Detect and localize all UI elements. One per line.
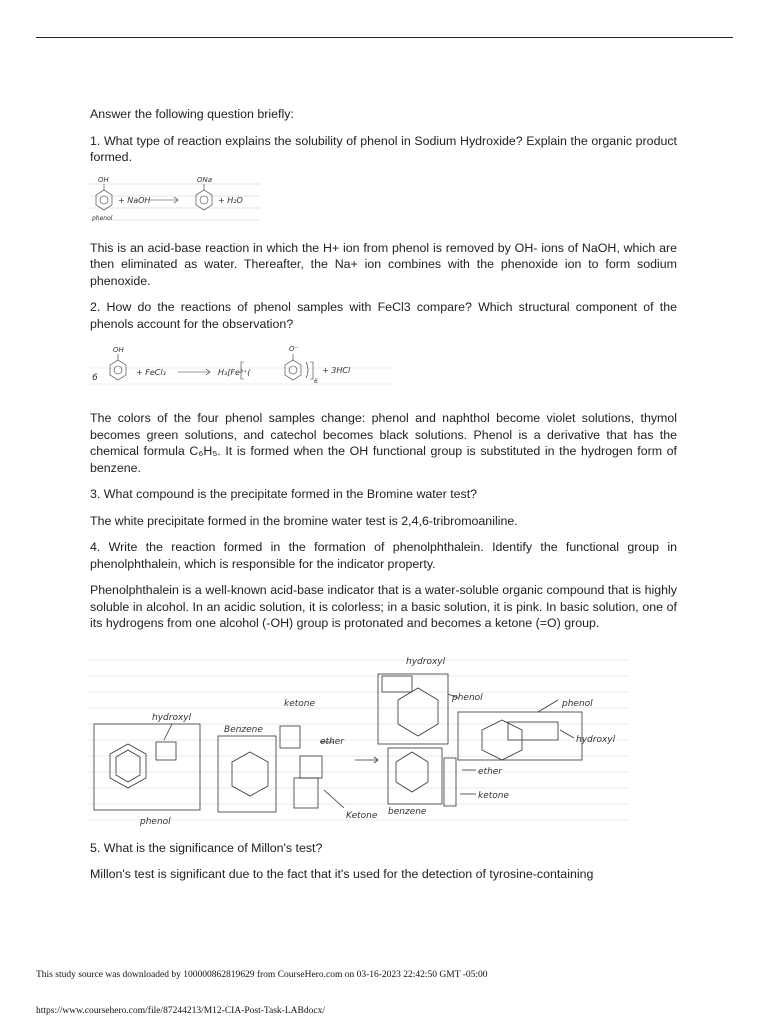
phenolphthalein-sketch: [88, 648, 675, 828]
complex-label: H₃[Fe³⁺(: [218, 368, 251, 377]
o-minus-label: O⁻: [289, 345, 299, 353]
subscript-six: 6: [314, 378, 318, 385]
oh-label: OH: [98, 175, 109, 184]
question-5: 5. What is the significance of Millon's test?: [90, 840, 323, 855]
question-1: 1. What type of reaction explains the solubility of phenol in Sodium Hydroxide? Explain the organic product formed.: [90, 133, 677, 164]
hydroxyl-label-3: hydroxyl: [576, 734, 616, 745]
ketone-label-2: Ketone: [346, 810, 378, 821]
document-body: [90, 106, 677, 893]
source-url[interactable]: https://www.coursehero.com/file/87244213/M12-CIA-Post-Task-LABdocx/: [36, 1006, 325, 1016]
phenol-label: phenol: [92, 214, 113, 222]
water-label: + H₂O: [218, 195, 243, 205]
question-2: 2. How do the reactions of phenol samples with FeCl3 compare? Which structural component of the phenols account for the observation?: [90, 300, 677, 331]
answer-3: The white precipitate formed in the bromine water test is 2,4,6-tribromoaniline.: [90, 513, 518, 528]
question-4: 4. Write the reaction formed in the formation of phenolphthalein. Identify the functional group in phenolphthalein, which is responsible for the indicator property.: [90, 540, 677, 571]
ether-label-1: ether: [320, 736, 345, 747]
download-notice: This study source was downloaded by 100000862819629 from CourseHero.com on 03-16-2023 22:42:50 GMT -05:00: [36, 970, 488, 980]
ona-label: ONa: [197, 175, 213, 184]
oh-label-2: OH: [113, 346, 124, 354]
naoh-reaction-sketch: [90, 176, 260, 228]
fecl3-label: + FeCl₃: [136, 368, 166, 377]
intro-text: Answer the following question briefly:: [90, 107, 294, 121]
phenol-label-2: phenol: [452, 692, 483, 703]
phenol-label-1: phenol: [140, 816, 171, 827]
ketone-label-3: ketone: [478, 790, 510, 801]
coefficient-six: 6: [92, 373, 98, 383]
answer-5: Millon's test is significant due to the fact that it's used for the detection of tyrosine-containing: [90, 867, 594, 881]
answer-4: Phenolphthalein is a well-known acid-base indicator that is a water-soluble organic compound that is highly soluble in alcohol. In an acidic solution, it is colorless; in a basic solution, it is pink. In basic solution, one of its hydrogens from one alcohol (-OH) group is protonated and becomes a ketone (=O) group.: [90, 583, 677, 630]
question-3: 3. What compound is the precipitate formed in the Bromine water test?: [90, 487, 478, 501]
fecl3-reaction-sketch: [90, 342, 390, 398]
hydroxyl-label-1: hydroxyl: [152, 712, 192, 723]
answer-1: This is an acid-base reaction in which the H+ ion from phenol is removed by OH- ions of NaOH, which are then eliminated as water. Thereafter, the Na+ ion combines with the phenoxide ion to form sodium phenoxide.: [90, 240, 677, 288]
hydroxyl-label-2: hydroxyl: [406, 656, 446, 667]
answer-2: The colors of the four phenol samples change: phenol and naphthol become violet solutions, thymol becomes green solutions, and catechol becomes black solutions. Phenol is a derivative that has the chemical formula C₆H₅. It is formed when the OH functional group is substituted in the hydrogen form of benzene.: [90, 411, 677, 475]
ether-label-2: ether: [478, 766, 503, 777]
benzene-label-1: Benzene: [224, 724, 263, 735]
hcl-label: + 3HCl: [322, 366, 351, 375]
ketone-label-1: ketone: [284, 698, 316, 709]
naoh-label: + NaOH: [118, 195, 151, 205]
header-rule: [36, 37, 733, 38]
benzene-label-2: benzene: [388, 806, 427, 817]
phenol-label-3: phenol: [562, 698, 593, 709]
